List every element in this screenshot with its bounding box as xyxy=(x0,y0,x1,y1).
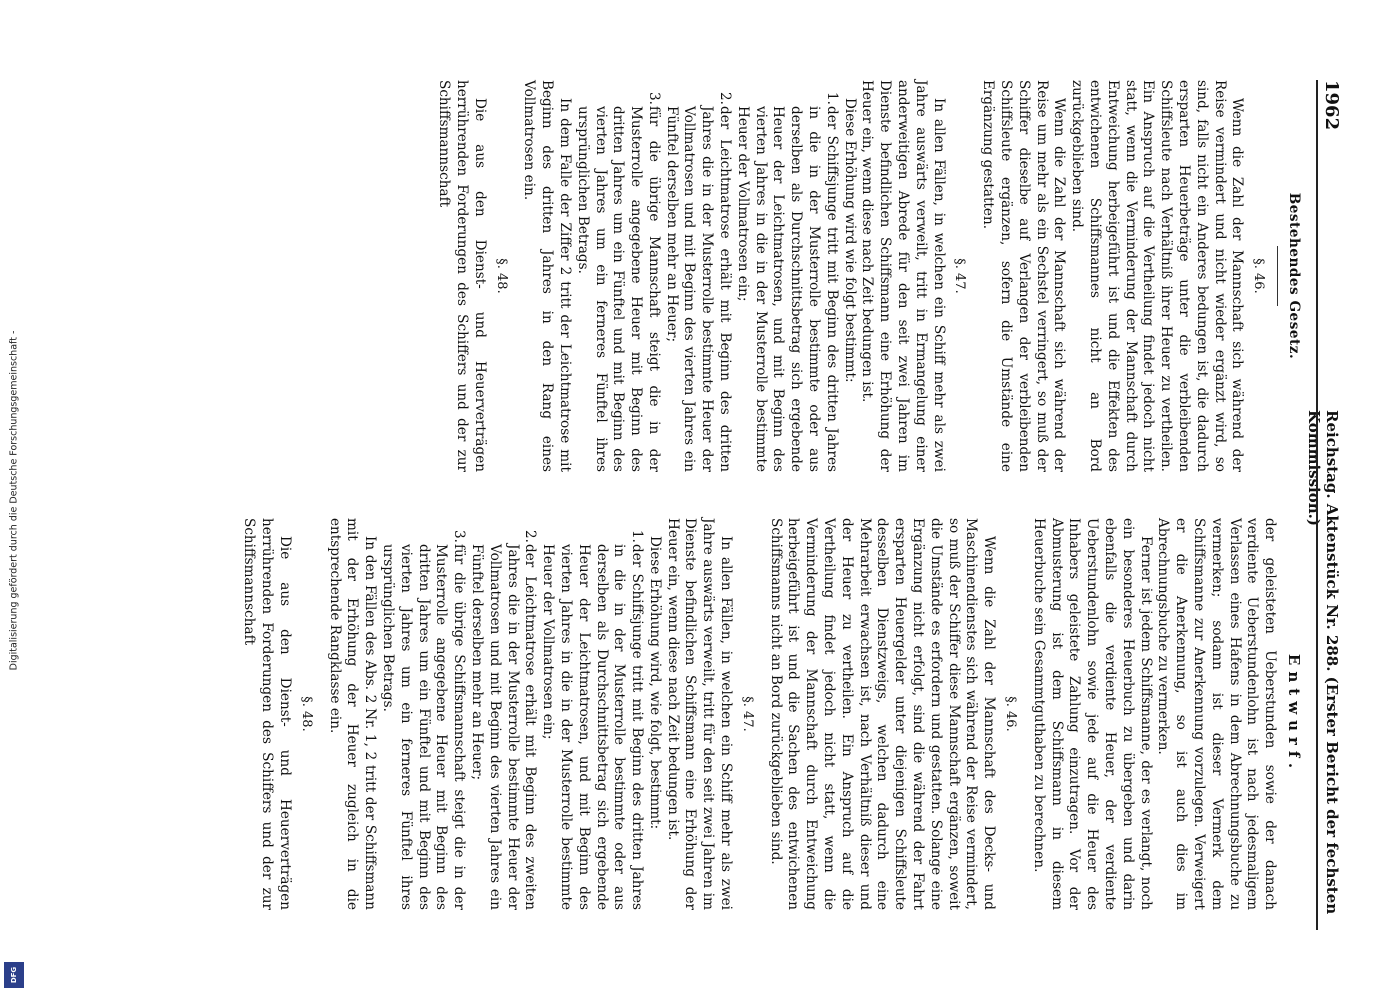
list-number: 1. xyxy=(823,92,840,105)
digitization-credit xyxy=(0,150,28,850)
list-item xyxy=(378,518,467,910)
list-item xyxy=(662,80,733,472)
list-number: 1. xyxy=(629,530,646,543)
list-text: der Schiffsjunge tritt mit Beginn des dritten Jahres in die in der Musterrolle bestimmte oder aus derselben als Durchschnittsbetrag sich ergebende Heuer der Leichtmatrosen, und mit Beginn des vierten Jahres in die in der Musterrolle bestimmte Heuer der Vollmatrosen ein; xyxy=(540,544,646,910)
list-number: 3. xyxy=(451,530,468,543)
section-heading: §. 47. xyxy=(739,696,755,732)
paragraph: Wenn die Zahl der Mannschaft sich während der Reise vermindert und nicht wieder ergänzt wird, so sind, falls nicht ein Anderes bedungen ist, die dadurch ersparten Heuerbeträge unter die verbleibenden Schiffsleute nach Verhältniß ihrer Heuer zu vertheilen. Ein Anspruch auf die Vertheilung findet jedoch nicht statt, wenn die Verminderung der Mannschaft durch Entweichung herbeigeführt ist und die Effekten des entwichenen Schiffsmannes nicht an Bord zurückgeblieben sind. xyxy=(1069,80,1246,472)
paragraph: Ferner ist jedem Schiffsmanne, der es verlangt, noch ein besonderes Heuerbuch zu übergeben und darin ebenfalls die verdiente Heuer, der verdiente Ueberstundenlohn sowie jede auf die Heuer des Inhabers geleistete Zahlung einzutragen. Vor der Abmusterung ist dem Schiffsmann in diesem Heuerbuche sein Gesammtguthaben zu berechnen. xyxy=(1030,518,1154,910)
column-title: Bestehendes Gesetz. xyxy=(1286,192,1302,360)
dfg-logo-text: DFG xyxy=(10,966,18,984)
paragraph: Die aus den Dienst- und Heuerverträgen herrührenden Forderungen des Schiffers und der zur Schiffsmannschaft xyxy=(241,518,293,910)
section-heading: §. 46. xyxy=(1251,258,1267,294)
list-text: der Schiffsjunge tritt mit Beginn des dritten Jahres in die in der Musterrolle bestimmte oder aus derselben als Durchschnittsbetrag sich ergebende Heuer der Leichtmatrosen, und mit Beginn des vierten Jahres in die in der Musterrolle bestimmte Heuer der Vollmatrosen ein; xyxy=(734,106,840,472)
section-heading: §. 46. xyxy=(1003,696,1019,732)
column-existing-law xyxy=(434,80,1306,472)
header-title xyxy=(1304,410,1340,930)
section-heading: §. 47. xyxy=(952,258,968,294)
header-right-text: (Erster Bericht der fechsten Kommission.) xyxy=(1305,410,1341,915)
list-number: 2. xyxy=(522,530,539,543)
dfg-logo xyxy=(4,962,24,988)
list-item xyxy=(733,80,840,472)
paragraph: der geleisteten Ueberstunden sowie der danach verdiente Ueberstundenlohn ist nach jedesmaligem Verlassen eines Hafens in dem Abrechnungsbuche zu vermerken; sodann ist dieser Vermerk dem Schiffsmanne zur Anerkennung vorzulegen. Verweigert er die Anerkennung, so ist auch dies im Abrechnungsbuche zu vermerken. xyxy=(1155,518,1279,910)
paragraph: Die aus den Dienst- und Heuerverträgen herrührenden Forderungen des Schiffers und der zur Schiffsmannschaft xyxy=(436,80,488,472)
paragraph: In allen Fällen, in welchen ein Schiff mehr als zwei Jahre auswärts verweilt, tritt in Ermangelung einer anderweitigen Abrede für den seit zwei Jahren im Dienste befindlichen Schiffsmann eine Erhöhung der Heuer ein, wenn diese nach Zeit bedungen ist. xyxy=(859,80,947,472)
digitization-credit-text: Digitalisierung gefördert durch die Deutsche Forschungsgemeinschaft - xyxy=(8,330,20,670)
list-item xyxy=(573,80,662,472)
paragraph: In den Fällen des Abs. 2 Nr. 1, 2 tritt der Schiffsmann mit der Erhöhung der Heuer zugleich in die entsprechende Rangklasse ein. xyxy=(326,518,379,910)
paragraph: Wenn die Zahl der Mannschaft des Decks- und Maschinendienstes sich während der Reise vermindert, so muß der Schiffer diese Mannschaft ergänzen, soweit die Umstände es erfordern und gestatten. Solange eine Ergänzung nicht erfolgt, sind die während der Fahrt ersparten Heuergelder unter diejenigen Schiffsleute desselben Dienstzweigs, welchen dadurch eine Mehrarbeit erwachsen ist, nach Verhältniß dieser und der Heuer zu vertheilen. Ein Anspruch auf die Vertheilung findet jedoch nicht statt, wenn die Verminderung der Mannschaft durch Entweichung herbeigeführt ist und die Sachen des entwichenen Schiffsmanns nicht an Bord zurückgeblieben sind. xyxy=(767,518,998,910)
list-text: für die übrige Schiffsmannschaft steigt die in der Musterrolle angegebene Heuer mit Beginn des dritten Jahres um ein Fünftel und mit Beginn des vierten Jahres um ein ferneres Fünftel ihres ursprünglichen Betrags. xyxy=(379,544,468,910)
section-heading: §. 48. xyxy=(493,258,509,294)
paragraph: In dem Falle der Ziffer 2 tritt der Leichtmatrose mit Beginn des dritten Jahres in den Rang eines Vollmatrosen ein. xyxy=(521,80,573,472)
title-rule xyxy=(1277,246,1278,306)
scanned-page xyxy=(100,80,1340,930)
list-number: 3. xyxy=(645,92,662,105)
paragraph: Diese Erhöhung wird wie folgt bestimmt: xyxy=(841,98,858,383)
list-number: 2. xyxy=(717,92,734,105)
list-item xyxy=(538,518,645,910)
section-heading: §. 48. xyxy=(298,696,314,732)
list-item xyxy=(467,518,538,910)
header-center-text: Reichstag. Aktenstück Nr. 288. xyxy=(1323,410,1341,672)
list-text: der Leichtmatrose erhält mit Beginn des zweiten Jahres die in der Musterrolle bestimmte Heuer der Vollmatrosen und mit Beginn des vierten Jahres ein Fünftel derselben mehr an Heuer; xyxy=(468,544,539,910)
list-text: für die übrige Mannschaft steigt die in der Musterrolle angegebene Heuer mit Beginn des dritten Jahres um ein Fünftel und mit Beginn des vierten Jahres um ein ferneres Fünftel ihres ursprünglichen Betrags. xyxy=(574,106,662,472)
page-number: 1962 xyxy=(1321,80,1342,131)
list-text: der Leichtmatrose erhält mit Beginn des dritten Jahres die in der Musterrolle bestimmte Heuer der Vollmatrosen und mit Beginn des vierten Jahres ein Fünftel derselben mehr an Heuer; xyxy=(663,106,734,472)
paragraph: Wenn die Zahl der Mannschaft sich während der Reise um mehr als ein Sechstel verringert, so muß der Schiffer dieselbe auf Verlangen der verbleibenden Schiffsleute ergänzen, sofern die Umstände eine Ergänzung gestatten. xyxy=(980,80,1068,472)
paragraph: Diese Erhöhung wird, wie folgt, bestimmt: xyxy=(646,536,663,830)
paragraph: In allen Fällen, in welchen ein Schiff mehr als zwei Jahre auswärts verweilt, tritt für den seit zwei Jahren im Dienste befindlichen Schiffsmann eine Erhöhung der Heuer ein, wenn diese nach Zeit bedungen ist. xyxy=(664,518,735,910)
column-title: Entwurf. xyxy=(1285,653,1303,775)
column-draft xyxy=(240,518,1306,910)
header-rule xyxy=(1316,80,1318,930)
